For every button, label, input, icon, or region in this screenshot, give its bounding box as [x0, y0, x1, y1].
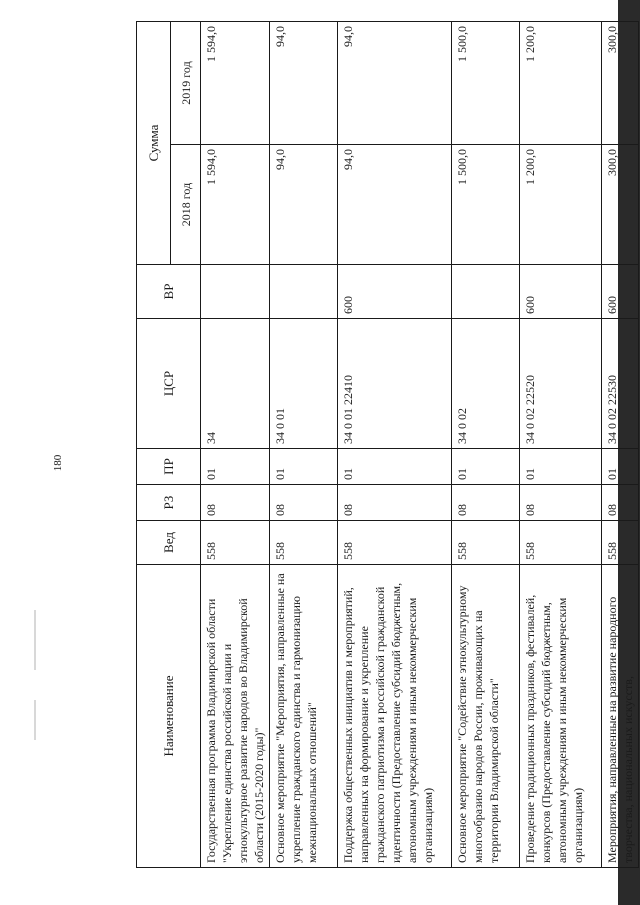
row-sum-2018: 1 594,0	[201, 145, 270, 265]
row-rz: 08	[338, 485, 452, 521]
row-sum-2019: 1 500,0	[452, 22, 520, 145]
row-vr: 600	[602, 265, 639, 319]
table-row	[452, 22, 520, 868]
row-name: Основное мероприятие "Содействие этнокультурному многообразию народов России, проживающих на территории Владимирской области"	[452, 565, 520, 868]
row-rz: 08	[270, 485, 338, 521]
header-name: Наименование	[137, 565, 201, 868]
row-rz: 08	[602, 485, 639, 521]
row-csr: 34	[201, 319, 270, 449]
table-row	[338, 22, 452, 868]
row-ved: 558	[201, 521, 270, 565]
row-name: Государственная программа Владимирской области "Укрепление единства российской нации и этнокультурное развитие народов во Владимирской области (2015-2020 годы)"	[201, 565, 270, 868]
row-vr	[452, 265, 520, 319]
row-sum-2018: 1 200,0	[520, 145, 602, 265]
header-pr: ПР	[137, 449, 201, 485]
row-csr: 34 0 02	[452, 319, 520, 449]
row-sum-2018: 94,0	[338, 145, 452, 265]
row-ved: 558	[338, 521, 452, 565]
page-number: 180	[52, 454, 64, 472]
row-csr: 34 0 02 22530	[602, 319, 639, 449]
table-row	[201, 22, 270, 868]
row-vr: 600	[338, 265, 452, 319]
scan-speck	[34, 610, 36, 670]
row-name: Мероприятия, направленные на развитие народного творчества, национальных искусств,	[602, 565, 639, 868]
row-sum-2019: 1 594,0	[201, 22, 270, 145]
table-row	[520, 22, 602, 868]
row-pr: 01	[602, 449, 639, 485]
row-csr: 34 0 02 22520	[520, 319, 602, 449]
row-rz: 08	[201, 485, 270, 521]
header-vr: ВР	[137, 265, 201, 319]
row-sum-2019: 1 200,0	[520, 22, 602, 145]
table-row	[602, 22, 639, 868]
row-pr: 01	[201, 449, 270, 485]
table-row	[270, 22, 338, 868]
row-pr: 01	[338, 449, 452, 485]
scan-speck	[34, 700, 36, 740]
row-sum-2018: 94,0	[270, 145, 338, 265]
row-name: Поддержка общественных инициатив и мероприятий, направленных на формирование и укрепление гражданского патриотизма и российской гражданской идентичности (Предоставление субсидий бюджетным, автономным учреждениям и иным некоммерческим организациям)	[338, 565, 452, 868]
header-csr: ЦСР	[137, 319, 201, 449]
row-rz: 08	[452, 485, 520, 521]
row-vr	[201, 265, 270, 319]
row-ved: 558	[602, 521, 639, 565]
row-name: Проведение традиционных праздников, фестивалей, конкурсов (Предоставление субсидий бюджетным, автономным учреждениям и иным некоммерческим организациям)	[520, 565, 602, 868]
header-year-2019: 2019 год	[171, 22, 201, 145]
row-name: Основное мероприятие "Мероприятия, направленные на укрепление гражданского единства и гармонизацию межнациональных отношений"	[270, 565, 338, 868]
row-csr: 34 0 01	[270, 319, 338, 449]
row-pr: 01	[270, 449, 338, 485]
header-ved: Вед	[137, 521, 201, 565]
row-sum-2019: 300,0	[602, 22, 639, 145]
rotated-document	[136, 22, 635, 868]
row-sum-2019: 94,0	[338, 22, 452, 145]
header-sum: Сумма	[137, 22, 171, 265]
row-pr: 01	[520, 449, 602, 485]
row-csr: 34 0 01 22410	[338, 319, 452, 449]
row-ved: 558	[452, 521, 520, 565]
budget-table	[136, 21, 639, 868]
row-sum-2019: 94,0	[270, 22, 338, 145]
row-sum-2018: 1 500,0	[452, 145, 520, 265]
row-ved: 558	[270, 521, 338, 565]
row-vr	[270, 265, 338, 319]
header-year-2018: 2018 год	[171, 145, 201, 265]
header-rz: РЗ	[137, 485, 201, 521]
row-ved: 558	[520, 521, 602, 565]
row-vr: 600	[520, 265, 602, 319]
row-sum-2018: 300,0	[602, 145, 639, 265]
row-rz: 08	[520, 485, 602, 521]
row-pr: 01	[452, 449, 520, 485]
